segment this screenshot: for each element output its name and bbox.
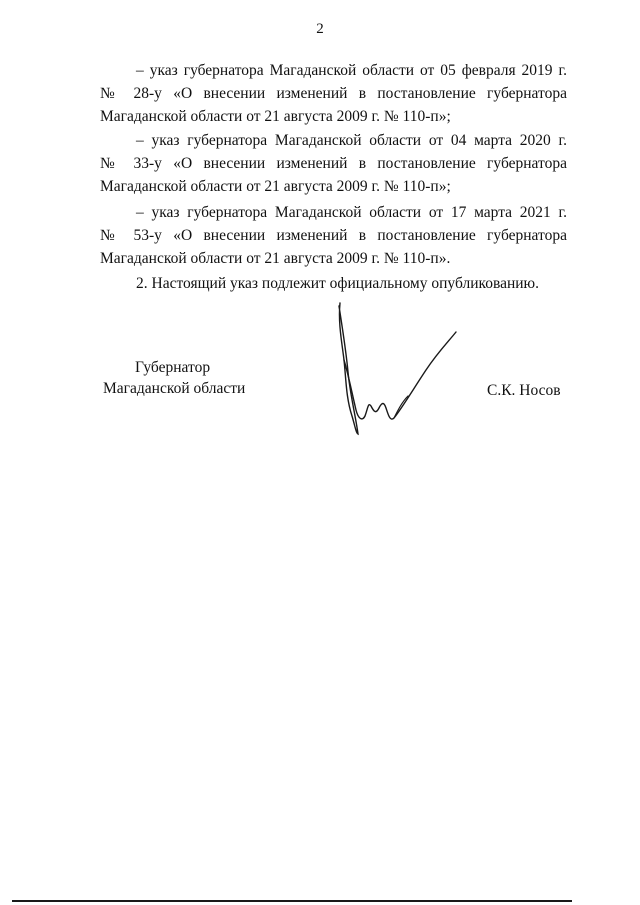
signer-title-line-1: Губернатор [135, 359, 211, 376]
decree-item-1 [100, 59, 567, 128]
bottom-rule [12, 900, 572, 902]
decree-item-3 [100, 201, 567, 270]
decree-item-2-line-3: Магаданской области от 21 августа 2009 г. № 110-п»; [100, 178, 451, 195]
signer-title-line-2: Магаданской области [103, 380, 246, 397]
decree-item-1-line-2: № 28-у «О внесении изменений в постановление губернатора [100, 85, 567, 102]
page-number: 2 [316, 21, 324, 37]
decree-item-1-line-1: – указ губернатора Магаданской области от 05 февраля 2019 г. [136, 62, 567, 79]
decree-item-2 [100, 129, 567, 198]
decree-item-3-line-2: № 53-у «О внесении изменений в постановление губернатора [100, 227, 567, 244]
decree-item-1-line-3: Магаданской области от 21 августа 2009 г. № 110-п»; [100, 108, 451, 125]
decree-item-2-line-2: № 33-у «О внесении изменений в постановление губернатора [100, 155, 567, 172]
publication-clause: 2. Настоящий указ подлежит официальному опубликованию. [136, 275, 540, 292]
handwritten-signature [322, 298, 472, 438]
signer-name: С.К. Носов [487, 382, 561, 399]
decree-item-2-line-1: – указ губернатора Магаданской области от 04 марта 2020 г. [136, 132, 567, 149]
decree-item-3-line-1: – указ губернатора Магаданской области от 17 марта 2021 г. [136, 204, 567, 221]
decree-item-3-line-3: Магаданской области от 21 августа 2009 г. № 110-п». [100, 250, 451, 267]
